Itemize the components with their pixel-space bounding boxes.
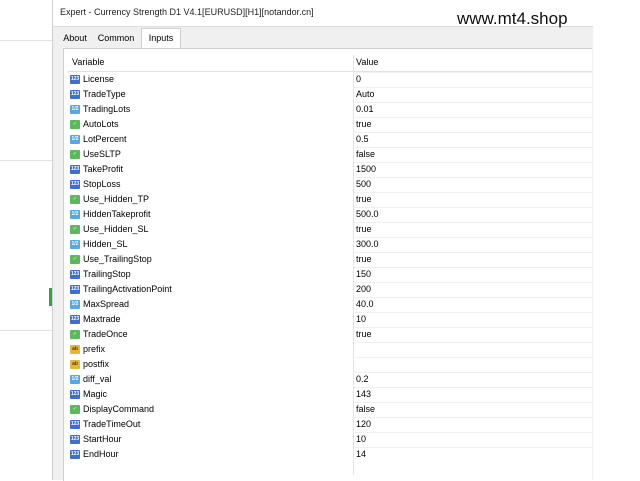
variable-value[interactable]: true <box>356 224 372 234</box>
row-divider <box>354 207 592 208</box>
boolean-type-icon: ✓ <box>70 120 80 129</box>
row-divider <box>354 417 592 418</box>
variable-name: UseSLTP <box>83 149 121 159</box>
table-row[interactable] <box>68 447 592 462</box>
table-row[interactable] <box>68 357 592 372</box>
tab-about[interactable]: About <box>63 33 87 43</box>
row-divider <box>354 432 592 433</box>
watermark-text: www.mt4.shop <box>457 9 568 28</box>
table-row[interactable] <box>68 147 592 162</box>
table-row[interactable] <box>68 102 592 117</box>
row-divider <box>354 177 592 178</box>
variable-name: postfix <box>83 359 110 369</box>
variable-value[interactable]: 0.2 <box>356 374 369 384</box>
variable-value[interactable]: 120 <box>356 419 372 429</box>
variable-value[interactable]: 10 <box>356 434 367 444</box>
right-background <box>593 0 640 480</box>
variable-name: EndHour <box>83 449 119 459</box>
variable-value[interactable]: 300.0 <box>356 239 379 249</box>
tab-common[interactable]: Common <box>97 33 135 43</box>
window-title: Expert - Currency Strength D1 V4.1[EURUSD][H1][notandor.cn] <box>60 7 314 17</box>
table-row[interactable] <box>68 387 592 402</box>
row-divider <box>354 327 592 328</box>
variable-value[interactable]: 143 <box>356 389 372 399</box>
variable-value[interactable]: 1500 <box>356 164 377 174</box>
variable-name: Magic <box>83 389 108 399</box>
table-row[interactable] <box>68 297 592 312</box>
variable-name: TakeProfit <box>83 164 124 174</box>
integer-type-icon: 123 <box>70 316 80 322</box>
row-divider <box>354 87 592 88</box>
row-divider <box>354 297 592 298</box>
boolean-type-icon: ✓ <box>70 150 80 159</box>
variable-value[interactable]: 150 <box>356 269 372 279</box>
variable-value[interactable]: 40.0 <box>356 299 374 309</box>
table-row[interactable] <box>68 192 592 207</box>
row-divider <box>354 147 592 148</box>
row-divider <box>354 222 592 223</box>
table-row[interactable] <box>68 252 592 267</box>
variable-name: LotPercent <box>83 134 127 144</box>
variable-value[interactable]: false <box>356 149 376 159</box>
variable-name: StartHour <box>83 434 122 444</box>
integer-type-icon: 123 <box>70 421 80 427</box>
variable-name: HiddenTakeprofit <box>83 209 151 219</box>
variable-name: License <box>83 74 115 84</box>
integer-type-icon: 123 <box>70 391 80 397</box>
row-divider <box>354 162 592 163</box>
double-type-icon: 1/2 <box>71 376 79 382</box>
variable-name: diff_val <box>83 374 112 384</box>
integer-type-icon: 123 <box>70 181 80 187</box>
variable-value[interactable]: true <box>356 329 372 339</box>
table-row[interactable] <box>68 132 592 147</box>
table-row[interactable] <box>68 267 592 282</box>
variable-name: TradeOnce <box>83 329 128 339</box>
row-divider <box>354 312 592 313</box>
row-divider <box>354 102 592 103</box>
table-row[interactable] <box>68 282 592 297</box>
table-row[interactable] <box>68 207 592 222</box>
row-divider <box>354 447 592 448</box>
background-chart-strip <box>0 0 52 480</box>
boolean-type-icon: ✓ <box>70 195 80 204</box>
variable-value[interactable]: 500 <box>356 179 372 189</box>
variable-value[interactable]: 10 <box>356 314 367 324</box>
double-type-icon: 1/2 <box>71 301 79 307</box>
row-divider <box>354 252 592 253</box>
variable-value[interactable]: true <box>356 254 372 264</box>
table-row[interactable] <box>68 117 592 132</box>
variable-name: TradingLots <box>83 104 131 114</box>
variable-value[interactable]: 0 <box>356 74 362 84</box>
expert-properties-window <box>52 0 594 480</box>
table-row[interactable] <box>68 72 592 87</box>
table-row[interactable] <box>68 432 592 447</box>
variable-name: Maxtrade <box>83 314 121 324</box>
variable-value[interactable]: 500.0 <box>356 209 379 219</box>
variable-name: Hidden_SL <box>83 239 128 249</box>
integer-type-icon: 123 <box>70 271 80 277</box>
table-row[interactable] <box>68 237 592 252</box>
variable-name: TrailingStop <box>83 269 131 279</box>
double-type-icon: 1/2 <box>71 211 79 217</box>
boolean-type-icon: ✓ <box>70 255 80 264</box>
variable-value[interactable]: Auto <box>356 89 375 99</box>
double-type-icon: 1/2 <box>71 136 79 142</box>
variable-value[interactable]: 14 <box>356 449 367 459</box>
variable-name: DisplayCommand <box>83 404 155 414</box>
title-bar[interactable] <box>53 0 593 27</box>
integer-type-icon: 123 <box>70 451 80 457</box>
variable-name: MaxSpread <box>83 299 130 309</box>
variable-name: TradeType <box>83 89 126 99</box>
variable-name: TradeTimeOut <box>83 419 141 429</box>
integer-type-icon: 123 <box>70 91 80 97</box>
row-divider <box>354 387 592 388</box>
row-divider <box>354 267 592 268</box>
boolean-type-icon: ✓ <box>70 330 80 339</box>
variable-value[interactable]: 200 <box>356 284 372 294</box>
table-row[interactable] <box>68 372 592 387</box>
table-row[interactable] <box>68 177 592 192</box>
row-divider <box>354 282 592 283</box>
inputs-table <box>68 55 592 462</box>
variable-name: prefix <box>83 344 106 354</box>
variable-value[interactable]: true <box>356 119 372 129</box>
row-divider <box>354 372 592 373</box>
table-row[interactable] <box>68 312 592 327</box>
variable-name: AutoLots <box>83 119 119 129</box>
string-type-icon: ab <box>70 345 80 354</box>
integer-type-icon: 123 <box>70 286 80 292</box>
integer-type-icon: 123 <box>70 76 80 82</box>
table-row[interactable] <box>68 402 592 417</box>
variable-value[interactable]: 0.5 <box>356 134 369 144</box>
tab-inputs[interactable]: Inputs <box>141 28 181 49</box>
table-row[interactable] <box>68 87 592 102</box>
variable-name: Use_Hidden_SL <box>83 224 149 234</box>
variable-value[interactable]: false <box>356 404 376 414</box>
variable-name: TrailingActivationPoint <box>83 284 172 294</box>
variable-value[interactable]: 0.01 <box>356 104 374 114</box>
inputs-panel <box>63 48 592 481</box>
boolean-type-icon: ✓ <box>70 405 80 414</box>
integer-type-icon: 123 <box>70 166 80 172</box>
variable-name: Use_TrailingStop <box>83 254 152 264</box>
variable-name: StopLoss <box>83 179 121 189</box>
row-divider <box>354 117 592 118</box>
table-row[interactable] <box>68 222 592 237</box>
string-type-icon: ab <box>70 360 80 369</box>
table-row[interactable] <box>68 162 592 177</box>
table-header <box>68 55 592 72</box>
boolean-type-icon: ✓ <box>70 225 80 234</box>
column-header-variable[interactable]: Variable <box>72 57 105 67</box>
variable-name: Use_Hidden_TP <box>83 194 150 204</box>
double-type-icon: 1/2 <box>71 241 79 247</box>
table-row[interactable] <box>68 327 592 342</box>
table-row[interactable] <box>68 342 592 357</box>
table-body <box>68 72 592 462</box>
row-divider <box>354 72 592 73</box>
double-type-icon: 1/2 <box>71 106 79 112</box>
table-row[interactable] <box>68 417 592 432</box>
row-divider <box>354 132 592 133</box>
row-divider <box>354 237 592 238</box>
row-divider <box>354 192 592 193</box>
column-header-value[interactable]: Value <box>356 57 379 67</box>
integer-type-icon: 123 <box>70 436 80 442</box>
row-divider <box>354 357 592 358</box>
variable-value[interactable]: true <box>356 194 372 204</box>
row-divider <box>354 342 592 343</box>
row-divider <box>354 402 592 403</box>
